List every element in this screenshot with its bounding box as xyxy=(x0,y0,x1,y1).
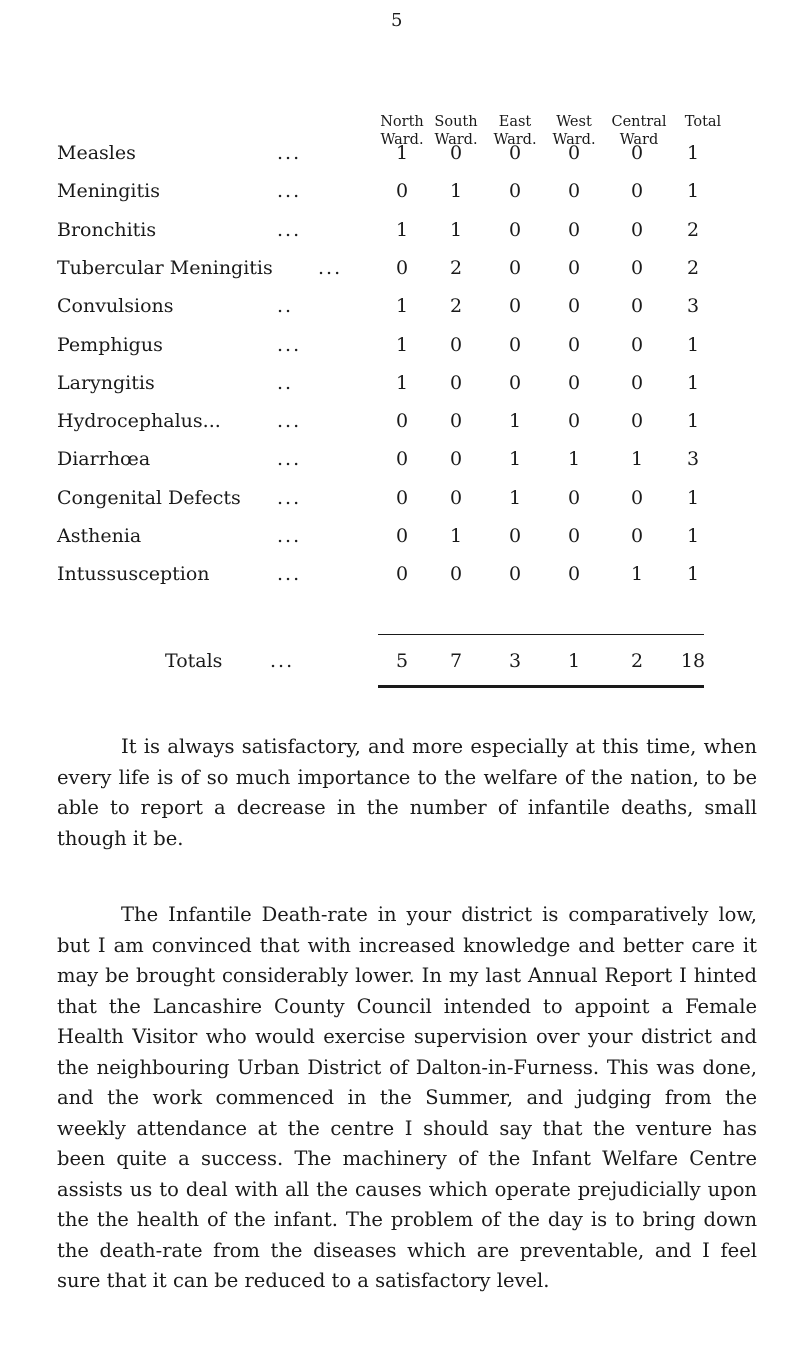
column-header-north: North Ward. xyxy=(380,114,424,148)
ward-cell: 0 xyxy=(508,563,522,586)
ward-cell: 0 xyxy=(630,142,644,164)
ward-cell: 0 xyxy=(630,295,644,318)
ward-cell: 0 xyxy=(567,563,581,586)
cause-label: Diarrhœa xyxy=(57,448,151,471)
cause-label: Bronchitis xyxy=(57,218,157,241)
column-header-south: South Ward. xyxy=(434,114,478,148)
cause-label: Asthenia xyxy=(57,525,142,547)
leader-dots: ... xyxy=(277,448,302,471)
ward-cell: 0 xyxy=(567,180,581,203)
row-total-cell: 1 xyxy=(686,410,700,433)
cause-label: Laryngitis xyxy=(57,371,155,394)
ward-cell: 0 xyxy=(567,256,581,279)
total-cell: 2 xyxy=(630,650,644,672)
row-total-cell: 1 xyxy=(686,142,700,164)
leader-dots: ... xyxy=(277,525,302,547)
ward-cell: 0 xyxy=(567,486,581,509)
row-total-cell: 1 xyxy=(686,563,700,586)
totals-row xyxy=(0,650,800,680)
table-rule-bottom xyxy=(378,685,704,688)
ward-cell: 0 xyxy=(449,486,463,509)
total-cell: 7 xyxy=(449,650,463,672)
ward-cell: 1 xyxy=(395,333,409,356)
ward-cell: 0 xyxy=(508,333,522,356)
cause-label: Pemphigus xyxy=(57,333,163,356)
leader-dots: ... xyxy=(277,486,302,509)
cause-label: Congenital Defects xyxy=(57,486,241,509)
total-cell: 18 xyxy=(680,650,706,672)
row-total-cell: 1 xyxy=(686,486,700,509)
ward-cell: 1 xyxy=(395,371,409,394)
column-header-west: West Ward. xyxy=(552,114,596,148)
table-row xyxy=(0,219,800,249)
ward-cell: 0 xyxy=(567,333,581,356)
row-total-cell: 3 xyxy=(686,448,700,471)
ward-cell: 1 xyxy=(449,525,463,547)
ward-cell: 0 xyxy=(449,410,463,433)
ward-cell: 0 xyxy=(630,371,644,394)
table-row xyxy=(0,334,800,364)
ward-cell: 0 xyxy=(630,218,644,241)
table-row xyxy=(0,487,800,517)
ward-cell: 0 xyxy=(630,256,644,279)
table-row xyxy=(0,142,800,172)
ward-cell: 2 xyxy=(449,295,463,318)
table-row xyxy=(0,180,800,210)
row-total-cell: 1 xyxy=(686,525,700,547)
ward-cell: 0 xyxy=(395,525,409,547)
ward-cell: 0 xyxy=(508,525,522,547)
ward-cell: 0 xyxy=(630,180,644,203)
ward-cell: 2 xyxy=(449,256,463,279)
totals-label: Totals xyxy=(165,650,223,672)
ward-cell: 0 xyxy=(508,256,522,279)
total-cell: 1 xyxy=(567,650,581,672)
ward-cell: 0 xyxy=(567,371,581,394)
ward-cell: 0 xyxy=(508,371,522,394)
row-total-cell: 1 xyxy=(686,371,700,394)
ward-cell: 0 xyxy=(508,180,522,203)
cause-label: Intussusception xyxy=(57,563,210,586)
ward-cell: 0 xyxy=(395,486,409,509)
row-total-cell: 2 xyxy=(686,256,700,279)
leader-dots: .. xyxy=(277,295,294,318)
ward-cell: 0 xyxy=(395,563,409,586)
ward-cell: 1 xyxy=(395,142,409,164)
ward-cell: 0 xyxy=(449,448,463,471)
page-number: 5 xyxy=(391,10,403,31)
row-total-cell: 3 xyxy=(686,295,700,318)
ward-cell: 0 xyxy=(395,410,409,433)
table-row xyxy=(0,563,800,593)
total-cell: 3 xyxy=(508,650,522,672)
ward-cell: 1 xyxy=(630,448,644,471)
ward-cell: 0 xyxy=(508,218,522,241)
row-total-cell: 1 xyxy=(686,180,700,203)
cause-label: Convulsions xyxy=(57,295,174,318)
table-rule-top xyxy=(378,634,704,635)
column-header-east: East Ward. xyxy=(493,114,537,148)
ward-cell: 0 xyxy=(395,256,409,279)
ward-cell: 1 xyxy=(630,563,644,586)
leader-dots: ... xyxy=(277,218,302,241)
column-header-total: Total xyxy=(684,114,722,130)
table-row xyxy=(0,257,800,287)
leader-dots: ... xyxy=(277,180,302,203)
totals-dots: ... xyxy=(270,650,295,672)
ward-cell: 1 xyxy=(508,410,522,433)
table-row xyxy=(0,295,800,325)
leader-dots: ... xyxy=(277,410,302,433)
paragraph-infantile-death-rate: The Infantile Death-rate in your district is comparatively low, but I am convinced that with increased knowledge and better care it may be brought considerably lower. In my last Annual Report I hinted that the Lancashire County Council intended to appoint a Female Health Visitor who would exercise supervision over your district and the neighbouring Urban District of Dalton-in-Furness. This was done, and the work commenced in the Summer, and judging from the weekly attendance at the centre I should say that the venture has been quite a success. The machinery of the Infant Welfare Centre assists us to deal with all the causes which operate prejudicially upon the the health of the infant. The problem of the day is to bring down the death-rate from the diseases which are preventable, and I feel sure that it can be reduced to a satisfactory level. xyxy=(57,903,757,1292)
leader-dots: ... xyxy=(277,142,302,164)
total-cell: 5 xyxy=(395,650,409,672)
ward-cell: 0 xyxy=(630,525,644,547)
ward-cell: 1 xyxy=(449,218,463,241)
table-row xyxy=(0,448,800,478)
ward-cell: 0 xyxy=(395,448,409,471)
ward-cell: 0 xyxy=(630,410,644,433)
ward-cell: 1 xyxy=(508,448,522,471)
row-total-cell: 1 xyxy=(686,333,700,356)
ward-cell: 0 xyxy=(567,142,581,164)
ward-cell: 0 xyxy=(567,295,581,318)
ward-cell: 0 xyxy=(630,333,644,356)
row-total-cell: 2 xyxy=(686,218,700,241)
column-header-central: Central Ward xyxy=(611,114,667,148)
cause-label: Hydrocephalus... xyxy=(57,410,221,433)
table-row xyxy=(0,525,800,555)
ward-cell: 0 xyxy=(449,371,463,394)
cause-label: Tubercular Meningitis xyxy=(57,256,273,279)
ward-cell: 0 xyxy=(449,563,463,586)
table-row xyxy=(0,410,800,440)
ward-cell: 0 xyxy=(630,486,644,509)
ward-cell: 0 xyxy=(567,525,581,547)
cause-label: Measles xyxy=(57,142,136,164)
ward-cell: 0 xyxy=(449,142,463,164)
ward-cell: 0 xyxy=(508,295,522,318)
ward-cell: 1 xyxy=(395,295,409,318)
ward-cell: 1 xyxy=(449,180,463,203)
ward-cell: 0 xyxy=(449,333,463,356)
ward-cell: 1 xyxy=(508,486,522,509)
leader-dots: ... xyxy=(318,256,343,279)
ward-cell: 0 xyxy=(395,180,409,203)
leader-dots: ... xyxy=(277,563,302,586)
cause-label: Meningitis xyxy=(57,180,160,203)
ward-cell: 1 xyxy=(567,448,581,471)
ward-cell: 0 xyxy=(567,218,581,241)
paragraph-intro: It is always satisfactory, and more especially at this time, when every life is of so much importance to the welfare of the nation, to be able to report a decrease in the number of infantile deaths, small though it be. xyxy=(57,735,757,850)
table-row xyxy=(0,372,800,402)
ward-cell: 0 xyxy=(567,410,581,433)
ward-cell: 0 xyxy=(508,142,522,164)
leader-dots: ... xyxy=(277,333,302,356)
leader-dots: .. xyxy=(277,371,294,394)
ward-cell: 1 xyxy=(395,218,409,241)
